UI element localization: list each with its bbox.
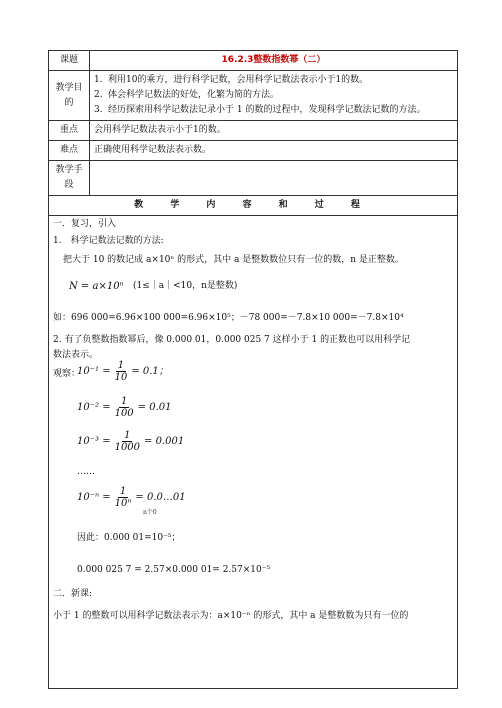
goal-item (94, 88, 453, 103)
formula: N = a×10ⁿ (69, 281, 124, 292)
section-title: 教 学 内 容 和 过 程 (49, 196, 458, 216)
power-row (77, 430, 184, 453)
fraction (113, 360, 130, 383)
denominator: 100 (114, 408, 134, 419)
fraction (113, 430, 142, 453)
goal-text: 利用10的乘方，进行科学记数，会用科学记数法表示小于1的数。 (108, 75, 369, 85)
lesson-title: 16.2.3整数指数幂（二） (90, 51, 458, 71)
denominator: 10 (114, 372, 128, 383)
lesson-table (48, 50, 458, 689)
therefore-1: 因此：0.000 01=10⁻⁵； (77, 533, 181, 543)
ellipsis: …… (77, 467, 95, 477)
title-row (49, 51, 458, 71)
point-2: 2. 有了负整数指数幂后，像 0.000 01，0.000 025 7 这样小于 1 的正数也可以用科学记 (53, 335, 411, 345)
general-numerator: 1 (119, 486, 127, 497)
goal-item (94, 73, 453, 88)
means-text (90, 161, 458, 196)
content-area (49, 216, 458, 689)
difficulty-text: 正确使用科学记数法表示数。 (90, 141, 458, 161)
goal-text: 体会科学记数法的好处，化繁为简的方法。 (108, 90, 280, 100)
focus-row (49, 121, 458, 141)
power-rhs: = 0.001 (144, 436, 185, 447)
review-heading: 一．复习，引入 (53, 219, 117, 229)
numerator: 1 (120, 396, 128, 407)
focus-label: 重点 (49, 121, 90, 141)
general-lhs: 10⁻ⁿ = (77, 492, 111, 503)
goals-label: 教学目的 (49, 71, 90, 121)
goals-row (49, 71, 458, 121)
example: 如：696 000=6.96×100 000=6.96×10⁵；－78 000=－7.8×10 000=－7.8×10⁴ (53, 313, 404, 323)
denominator: 1000 (114, 442, 141, 453)
general-power-row (77, 486, 186, 509)
numerator: 1 (117, 360, 125, 371)
goal-item (94, 103, 453, 118)
method-text: 把大于 10 的数记成 a×10ⁿ 的形式，其中 a 是整数数位只有一位的数，n 是正整数。 (63, 255, 404, 265)
focus-text: 会用科学记数法表示小于1的数。 (90, 121, 458, 141)
power-row (77, 360, 169, 383)
means-row (49, 161, 458, 196)
difficulty-label: 难点 (49, 141, 90, 161)
general-rhs: = 0.0…01 (135, 492, 186, 503)
means-label: 教学手段 (49, 161, 90, 196)
title-label: 课题 (49, 51, 90, 71)
point-1: 1. 科学记数法记数的方法: (53, 236, 164, 246)
goal-number: 3. (94, 105, 103, 115)
new-lesson-text: 小于 1 的整数可以用科学记数法表示为：a×10⁻ⁿ 的形式，其中 a 是整数数为只有一位的 (53, 611, 409, 621)
power-lhs: 10⁻¹ = (77, 366, 111, 377)
new-lesson-heading: 二．新课: (53, 589, 93, 599)
power-lhs: 10⁻² = (77, 402, 111, 413)
power-row (77, 396, 172, 419)
zero-count-brace: n个0 (143, 509, 157, 516)
formula-note: (1≤｜a｜<10，n是整数) (133, 281, 238, 291)
difficulty-row (49, 141, 458, 161)
point-2-continued: 数法表示。 (53, 350, 99, 360)
fraction (113, 396, 136, 419)
goal-text: 经历探索用科学记数法记录小于 1 的数的过程中，发现科学记数法记数的方法。 (108, 105, 426, 115)
power-lhs: 10⁻³ = (77, 436, 111, 447)
content-row (49, 216, 458, 689)
goal-number: 2. (94, 90, 103, 100)
numerator: 1 (124, 430, 131, 441)
observe-label: 观察： (53, 369, 81, 379)
therefore-2: 0.000 025 7 = 2.57×0.000 01= 2.57×10⁻⁵ (77, 565, 271, 575)
general-fraction (113, 486, 134, 509)
goal-number: 1. (94, 75, 103, 85)
goals-list (90, 71, 458, 121)
power-rhs: = 0.01 (137, 402, 172, 413)
section-row (49, 196, 458, 216)
general-denominator: 10ⁿ (114, 498, 132, 509)
power-rhs: = 0.1； (131, 366, 169, 377)
